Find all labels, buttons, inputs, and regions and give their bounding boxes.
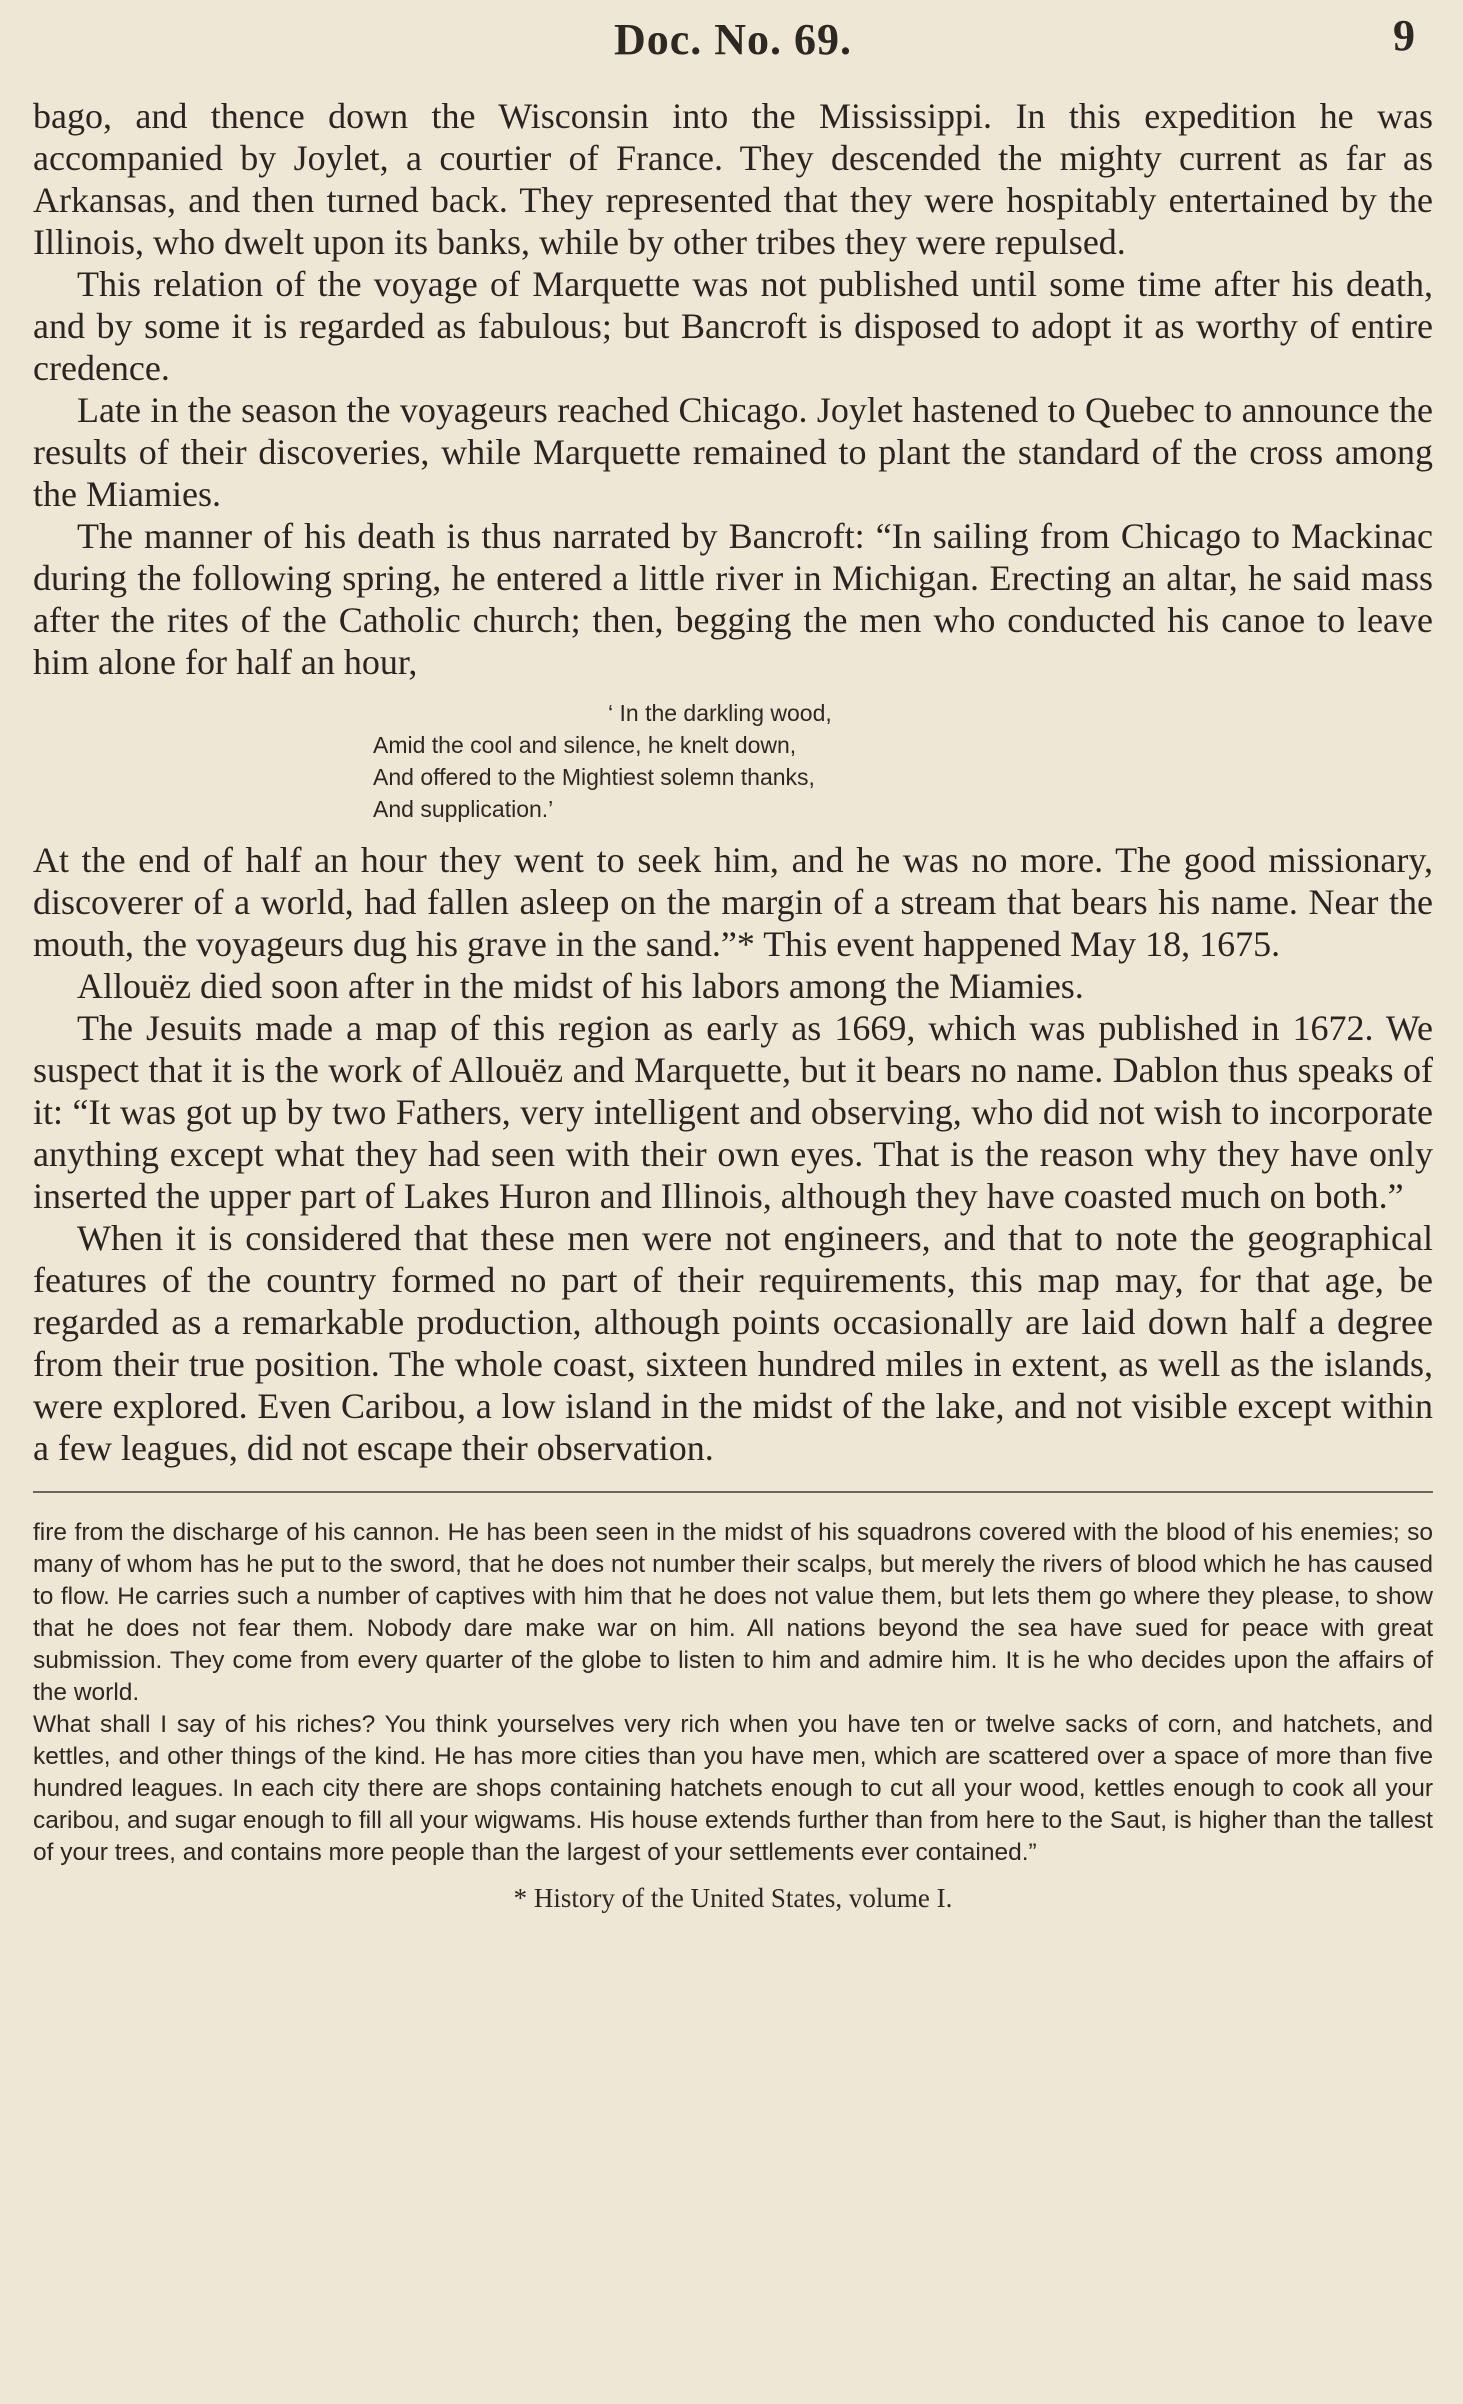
- paragraph: The Jesuits made a map of this region as early as 1669, which was published in 1672. We suspect that it is the work of Allouëz and Marquette, but it bears no name. Dablon thus speaks of it: “It was got up by two Fathers, very intelligent and observing, who did not wish to incorporate anything except what they had seen with their own eyes. That is the reason why they have only inserted the upper part of Lakes Huron and Illinois, although they have coasted much on both.”: [33, 1008, 1433, 1216]
- page-number: 9: [1393, 11, 1415, 60]
- paragraph: The manner of his death is thus narrated by Bancroft: “In sailing from Chicago to Mackinac during the following spring, he entered a little river in Michigan. Erecting an altar, he said mass after the rites of the Catholic church; then, begging the men who conducted his canoe to leave him alone for half an hour,: [33, 516, 1433, 682]
- footnote-citation: * History of the United States, volume I.: [513, 1883, 953, 1913]
- footnote-paragraph: What shall I say of his riches? You think yourselves very rich when you have ten or twelve sacks of corn, and hatchets, and kettles, and other things of the kind. He has more cities than you have men, which are scattered over a space of more than five hundred leagues. In each city there are shops containing hatchets enough to cut all your wood, kettles enough to cook all your caribou, and sugar enough to fill all your wigwams. His house extends further than from here to the Saut, is higher than the tallest of your trees, and contains more people than the largest of your settlements ever contained.”: [33, 1711, 1433, 1866]
- poem-line: And supplication.’: [373, 796, 554, 822]
- paragraph: bago, and thence down the Wisconsin into the Mississippi. In this expedition he was accompanied by Joylet, a courtier of France. They descended the mighty current as far as Arkansas, and then turned back. They represented that they were hospitably entertained by the Illinois, who dwelt upon its banks, while by other tribes they were repulsed.: [33, 96, 1433, 262]
- poem-line: ‘ In the darkling wood,: [608, 700, 832, 726]
- poem-line: And offered to the Mightiest solemn thanks,: [373, 764, 815, 790]
- page-header: [33, 0, 1433, 95]
- footnote-paragraph: fire from the discharge of his cannon. He has been seen in the midst of his squadrons covered with the blood of his enemies; so many of whom has he put to the sword, that he does not number their scalps, but merely the rivers of blood which he has caused to flow. He carries such a number of captives with him that he does not value them, but lets them go where they please, to show that he does not fear them. Nobody dare make war on him. All nations beyond the sea have sued for peace with great submission. They come from every quarter of the globe to listen to him and admire him. It is he who decides upon the affairs of the world.: [33, 1519, 1433, 1706]
- paragraph: When it is considered that these men were not engineers, and that to note the geographical features of the country formed no part of their requirements, this map may, for that age, be regarded as a remarkable production, although points occasionally are laid down half a degree from their true position. The whole coast, sixteen hundred miles in extent, as well as the islands, were explored. Even Caribou, a low island in the midst of the lake, and not visible except within a few leagues, did not escape their observation.: [33, 1218, 1433, 1468]
- document-title: Doc. No. 69.: [613, 15, 853, 64]
- footnote-divider: [33, 1491, 1433, 1493]
- paragraph: This relation of the voyage of Marquette was not published until some time after his death, and by some it is regarded as fabulous; but Bancroft is disposed to adopt it as worthy of entire credence.: [33, 264, 1433, 388]
- paragraph: At the end of half an hour they went to seek him, and he was no more. The good missionary, discoverer of a world, had fallen asleep on the margin of a stream that bears his name. Near the mouth, the voyageurs dug his grave in the sand.”* This event happened May 18, 1675.: [33, 840, 1433, 964]
- paragraph: Allouëz died soon after in the midst of his labors among the Miamies.: [77, 966, 1084, 1006]
- poem-line: Amid the cool and silence, he knelt down,: [373, 732, 797, 758]
- paragraph: Late in the season the voyageurs reached Chicago. Joylet hastened to Quebec to announce the results of their discoveries, while Marquette remained to plant the standard of the cross among the Miamies.: [33, 390, 1433, 514]
- poem-quote: [373, 697, 1433, 825]
- footnote-block: [33, 1517, 1433, 1869]
- main-text: [33, 95, 1433, 1469]
